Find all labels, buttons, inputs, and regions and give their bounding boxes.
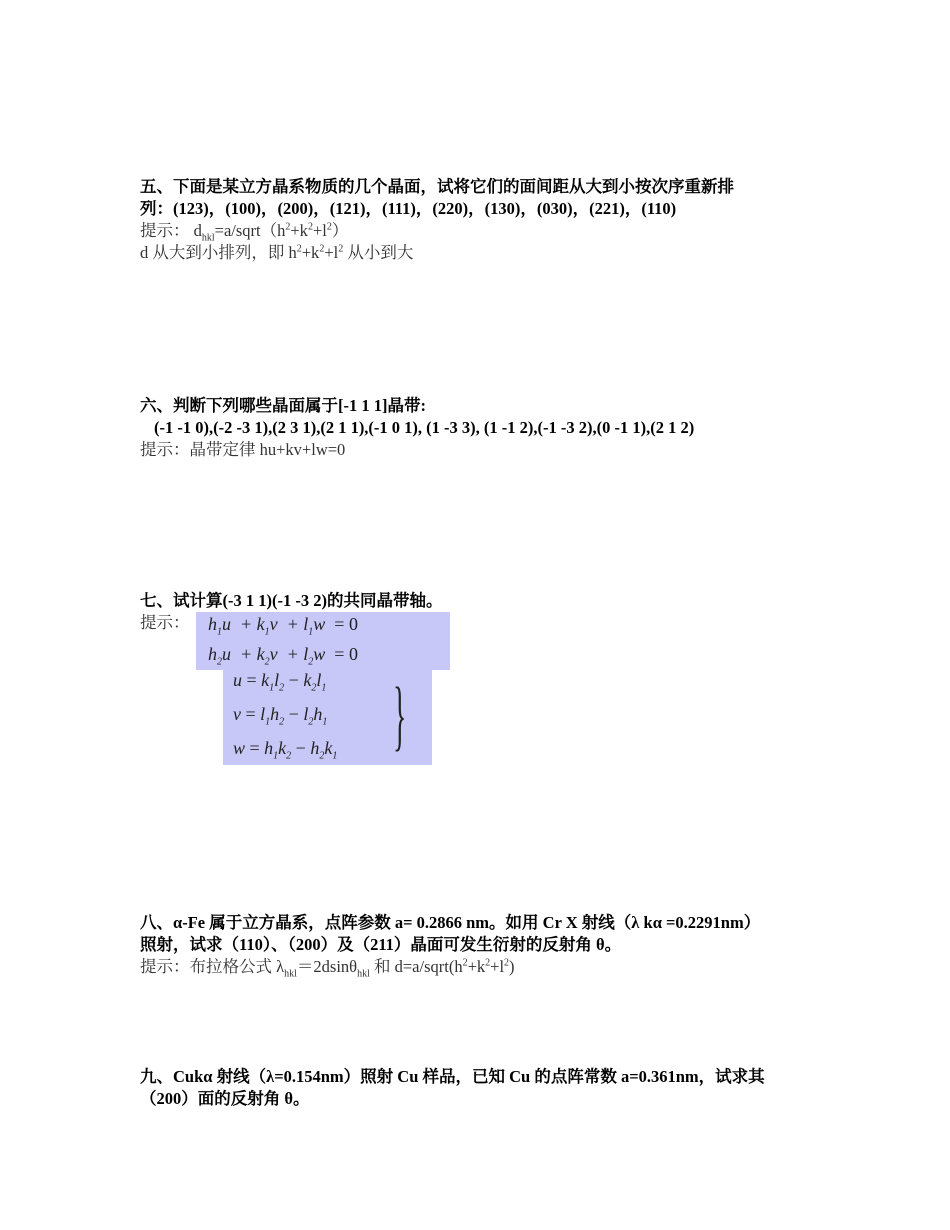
- q6-title: 六、判断下列哪些晶面属于[-1 1 1]晶带:: [140, 396, 426, 415]
- q6-plane-list: (-1 -1 0),(-2 -3 1),(2 3 1),(2 1 1),(-1 0 1), (1 -3 3), (1 -1 2),(-1 -3 2),(0 -1 1),(2 1 2): [154, 418, 695, 437]
- question-8: [140, 912, 820, 978]
- q7-hint-label: 提示：: [140, 613, 190, 632]
- q5-hint-order: d 从大到小排列，即 $h^2+k^2+l^2$ 从小到大: [140, 243, 414, 262]
- q9-line1: 九、Cukα 射线（λ=0.154nm）照射 Cu 样品，已知 Cu 的点阵常数 a=0.361nm，试求其: [140, 1067, 765, 1086]
- q5-hint: 提示： $d_{hkl}=a/sqrt(h^2+k^2+l^2)$: [140, 221, 349, 244]
- q8-line2: 照射，试求（110）、（200）及（211）晶面可发生衍射的反射角 θ。: [140, 935, 622, 954]
- q9-line2: （200）面的反射角 θ。: [140, 1089, 310, 1108]
- question-9: [140, 1066, 820, 1110]
- right-brace-icon: }: [392, 671, 406, 758]
- question-5: [140, 176, 820, 264]
- question-6: [140, 395, 820, 461]
- q6-hint: 提示：晶带定律 hu+kv+lw=0: [140, 440, 346, 459]
- q8-hint: 提示：布拉格公式 $\lambda_{hkl}=2dsin\theta_{hkl}$ 和 $d=a/sqrt(h^2+k^2+l^2)$: [140, 957, 515, 980]
- q7-title: 七、试计算(-3 1 1)(-1 -3 2)的共同晶带轴。: [140, 591, 443, 610]
- zone-axis-solution-image: $u = k_1l_2 - k_2l_1$ $v = l_1h_2 - l_2h_1$ $w = h_1k_2 - h_2k_1$ }: [223, 670, 432, 765]
- q5-line1: 五、下面是某立方晶系物质的几个晶面，试将它们的面间距从大到小按次序重新排: [140, 177, 734, 196]
- q8-line1: 八、α-Fe 属于立方晶系，点阵参数 a= 0.2866 nm。如用 Cr X 射线（λ kα =0.2291nm）: [140, 913, 761, 932]
- q5-line2: 列：(123)，(100)，(200)，(121)，(111)，(220)，(130)，(030)，(221)，(110): [140, 199, 677, 218]
- zone-equations-image: $h_1u + k_1v + l_1w = 0$ $h_2u + k_2v + l_2w = 0$: [196, 612, 450, 670]
